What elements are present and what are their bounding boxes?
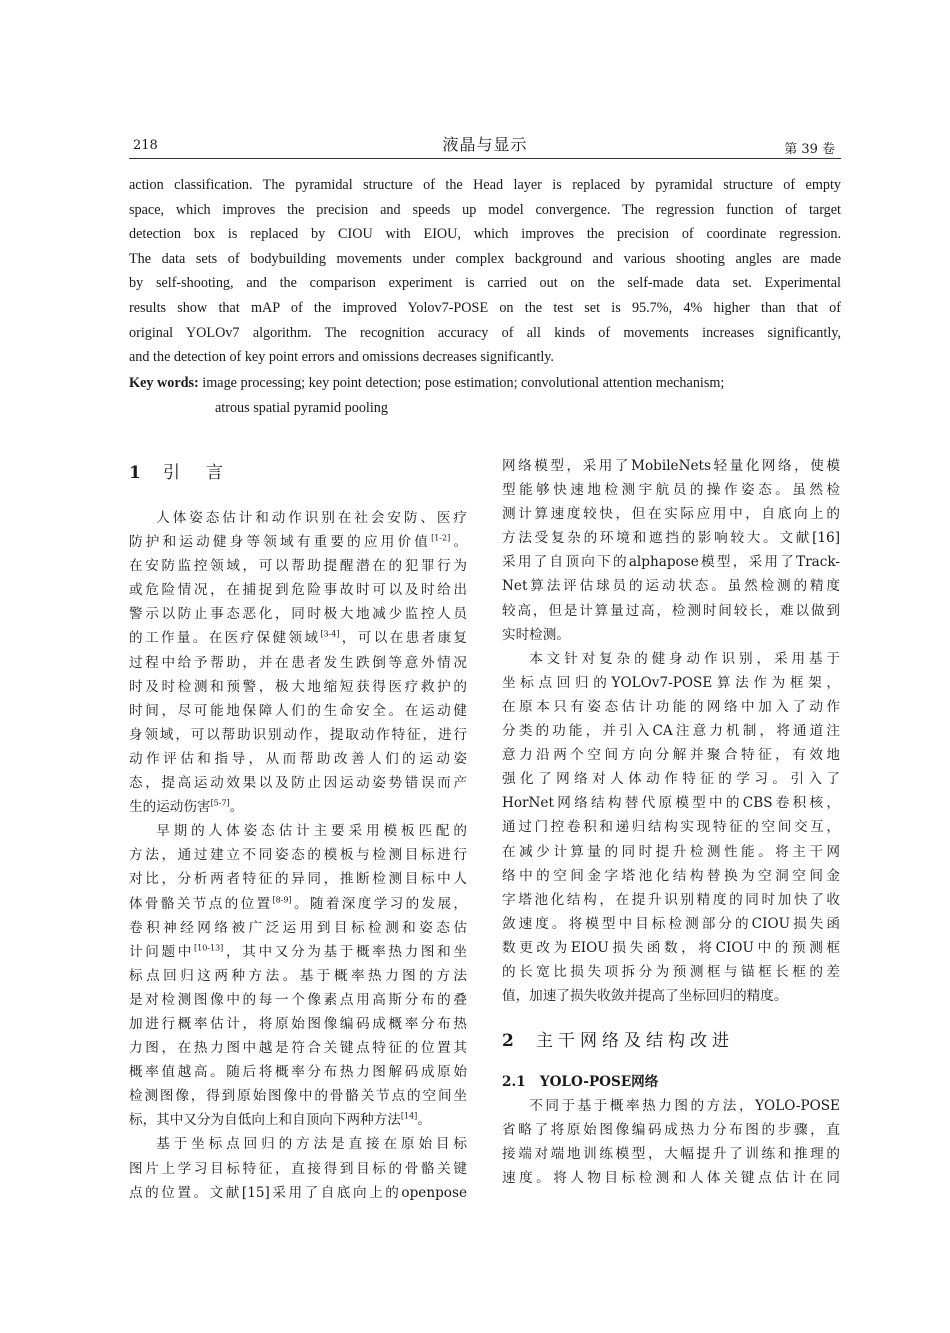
text-line: 时及时检测和预警，极大地缩短获得医疗救护的 [129, 678, 467, 695]
text-line: 方法，通过建立不同姿态的模板与检测目标进行 [129, 847, 467, 864]
text-line: 加进行概率估计，将原始图像编码成概率分布热 [129, 1015, 467, 1032]
text-line: 卷积神经网络被广泛运用到目标检测和姿态估 [129, 919, 467, 936]
text-span: 防护和运动健身等领域有重要的应用价值 [129, 534, 432, 551]
paragraph [129, 819, 467, 1132]
text-span: 。 [450, 534, 468, 551]
text-span: ，其中又分为基于概率热力图和坐 [223, 943, 468, 960]
text-line [129, 795, 467, 819]
text-line: 时间，尽可能地保障人们的生命安全。在运动健 [129, 702, 467, 719]
text-line: 本文针对复杂的健身动作识别，采用基于 [529, 650, 840, 667]
citation: [5-7] [210, 798, 230, 808]
text-line: 标点回归这两种方法。基于概率热力图的方法 [129, 967, 467, 984]
text-span: ，可以在患者康复 [339, 630, 468, 647]
text-span: 标，其中又分为自低向上和自顶向下两种方法 [129, 1112, 401, 1129]
text-span: 体骨骼关节点的位置 [129, 895, 273, 912]
text-line: 分类的功能，并引入CA注意力机制，将通道注 [502, 723, 840, 740]
section-heading [129, 458, 467, 494]
text-span: 。 [417, 1112, 431, 1129]
right-column [502, 454, 840, 1191]
page-number: 218 [133, 138, 158, 153]
text-span: 计问题中 [129, 943, 194, 960]
section-title: 引言 [163, 463, 249, 483]
text-line: 测计算速度较快，但在实际应用中，自底向上的 [502, 506, 840, 523]
text-line: 点的位置。文献[15]采用了自底向上的openpose [129, 1184, 467, 1201]
paragraph [129, 1132, 467, 1204]
text-line: 强化了网络对人体动作特征的学习。引入了 [502, 771, 840, 788]
page-header [129, 128, 841, 159]
text-line: 敛速度。将模型中目标检测部分的CIOU损失函 [502, 915, 840, 932]
text-line: 不同于基于概率热力图的方法，YOLO-POSE [529, 1098, 840, 1115]
abstract-line: and the detection of key point errors and omissions decreases significantly. [129, 349, 554, 366]
text-line: HorNet网络结构替代原模型中的CBS卷积核， [502, 795, 840, 812]
text-line: 型能够快速地检测宇航员的操作姿态。虽然检 [502, 482, 840, 499]
paragraph [502, 1094, 840, 1190]
text-line: 图片上学习目标特征，直接得到目标的骨骼关键 [129, 1160, 467, 1177]
keywords-line: atrous spatial pyramid pooling [215, 399, 388, 416]
text-line [129, 940, 467, 964]
subsection-heading [502, 1070, 840, 1094]
text-line: 力图，在热力图中越是符合关键点特征的位置其 [129, 1040, 467, 1057]
text-line: 或危险情况，在捕捉到危险事故时可以及时给出 [129, 582, 467, 599]
text-line: 字塔池化结构，在提升识别精度的同时加快了收 [502, 891, 840, 908]
text-line [129, 530, 467, 554]
text-line: 接端对端地训练模型，大幅提升了训练和推理的 [502, 1146, 840, 1163]
section-number: 1 [129, 463, 141, 483]
section-title: 主干网络及结构改进 [536, 1031, 734, 1052]
text-line: 在安防监控领域，可以帮助提醒潜在的犯罪行为 [129, 558, 467, 575]
abstract-line: action classification. The pyramidal structure of the Head layer is replaced by pyramidal structure of empty [129, 177, 841, 193]
text-line: 值，加速了损失收敛并提高了坐标回归的精度。 [502, 988, 788, 1005]
text-line: 是对检测图像中的每一个像素点用高斯分布的叠 [129, 991, 467, 1008]
abstract-line: The data sets of bodybuilding movements under complex background and various shooting angles are made [129, 250, 841, 267]
text-span: 。 [229, 799, 244, 816]
volume-label: 第 39 卷 [784, 142, 835, 157]
text-line: Net算法评估球员的运动状态。虽然检测的精度 [502, 578, 840, 595]
text-line: 基于坐标点回归的方法是直接在原始目标 [156, 1136, 467, 1153]
text-line: 省略了将原始图像编码成热力分布图的步骤，直 [502, 1122, 840, 1139]
text-line: 方法受复杂的环境和遮挡的影响较大。文献[16] [502, 530, 840, 547]
text-line: 概率值越高。随后将概率分布热力图解码成原始 [129, 1064, 467, 1081]
abstract-line: results show that mAP of the improved Yolov7-POSE on the test set is 95.7%, 4% higher than that of [129, 299, 841, 316]
text-line [129, 626, 467, 650]
keywords-label: Key words: [129, 375, 199, 391]
paragraph [129, 506, 467, 819]
text-span: 生的运动伤害 [129, 799, 211, 816]
text-line: 意力沿两个空间方向分解并聚合特征，有效地 [502, 747, 840, 764]
abstract-text [129, 173, 841, 370]
citation: [1-2] [431, 533, 451, 543]
text-line: 实时检测。 [502, 626, 570, 643]
journal-title: 液晶与显示 [442, 135, 528, 154]
text-span: 。随着深度学习的发展， [291, 895, 468, 912]
keywords [129, 371, 841, 420]
text-line: 较高，但是计算量过高，检测时间较长，难以做到 [502, 602, 840, 619]
citation: [8-9] [272, 894, 292, 904]
text-line: 数更改为EIOU损失函数，将CIOU中的预测框 [502, 939, 840, 956]
paragraph [502, 454, 840, 647]
subsection-title: YOLO-POSE网络 [539, 1074, 659, 1091]
text-line: 警示以防止事态恶化，同时极大地减少监控人员 [129, 606, 467, 623]
citation: [10-13] [194, 943, 224, 953]
text-line: 人体姿态估计和动作识别在社会安防、医疗 [156, 510, 467, 526]
text-line: 网络模型，采用了MobileNets轻量化网络，使模 [502, 458, 840, 474]
text-line: 对比，分析两者特征的异同，推断检测目标中人 [129, 871, 467, 888]
left-column [129, 458, 467, 1205]
text-line: 过程中给予帮助，并在患者发生跌倒等意外情况 [129, 654, 467, 671]
text-line: 检测图像，得到原始图像中的骨骼关节点的空间坐 [129, 1088, 467, 1105]
abstract-line: detection box is replaced by CIOU with EIOU, which improves the precision of coordinate regression. [129, 226, 841, 243]
paragraph [502, 647, 840, 1008]
abstract-line: original YOLOv7 algorithm. The recognition accuracy of all kinds of movements increases significantly, [129, 324, 841, 341]
text-line: 在减少计算量的同时提升检测性能。将主干网 [502, 843, 840, 860]
citation: [14] [400, 1111, 418, 1121]
abstract-line: space, which improves the precision and speeds up model convergence. The regression function of target [129, 201, 841, 218]
subsection-number: 2.1 [502, 1074, 526, 1091]
text-line: 态，提高运动效果以及防止因运动姿势错误而产 [129, 775, 467, 792]
text-line [129, 1108, 467, 1132]
text-line [129, 892, 467, 916]
text-span: 的工作量。在医疗保健领域 [129, 630, 321, 647]
text-line: 的长宽比损失项拆分为预测框与锚框长框的差 [502, 963, 840, 980]
section-number: 2 [502, 1031, 514, 1052]
text-line: 身领域，可以帮助识别动作，提取动作特征，进行 [129, 726, 467, 743]
text-line: 络中的空间金字塔池化结构替换为空洞空间金 [502, 867, 840, 884]
text-line: 在原本只有姿态估计功能的网络中加入了动作 [502, 698, 840, 715]
keywords-line: image processing; key point detection; pose estimation; convolutional attention mechanism; [202, 375, 725, 391]
text-line: 通过门控卷积和递归结构实现特征的空间交互， [502, 819, 840, 836]
text-line: 早期的人体姿态估计主要采用模板匹配的 [156, 823, 467, 840]
abstract-line: by self-shooting, and the comparison experiment is carried out on the self-made data set. Experimental [129, 275, 841, 292]
text-line: 采用了自顶向下的alphapose模型，采用了Track- [502, 554, 840, 571]
text-line: 动作评估和指导，从而帮助改善人们的运动姿 [129, 750, 467, 767]
text-line: 坐标点回归的YOLOv7-POSE算法作为框架， [502, 674, 840, 691]
citation: [3-4] [320, 629, 340, 639]
text-line: 速度。将人物目标检测和人体关键点估计在同 [502, 1170, 840, 1187]
section-heading [502, 1026, 840, 1062]
